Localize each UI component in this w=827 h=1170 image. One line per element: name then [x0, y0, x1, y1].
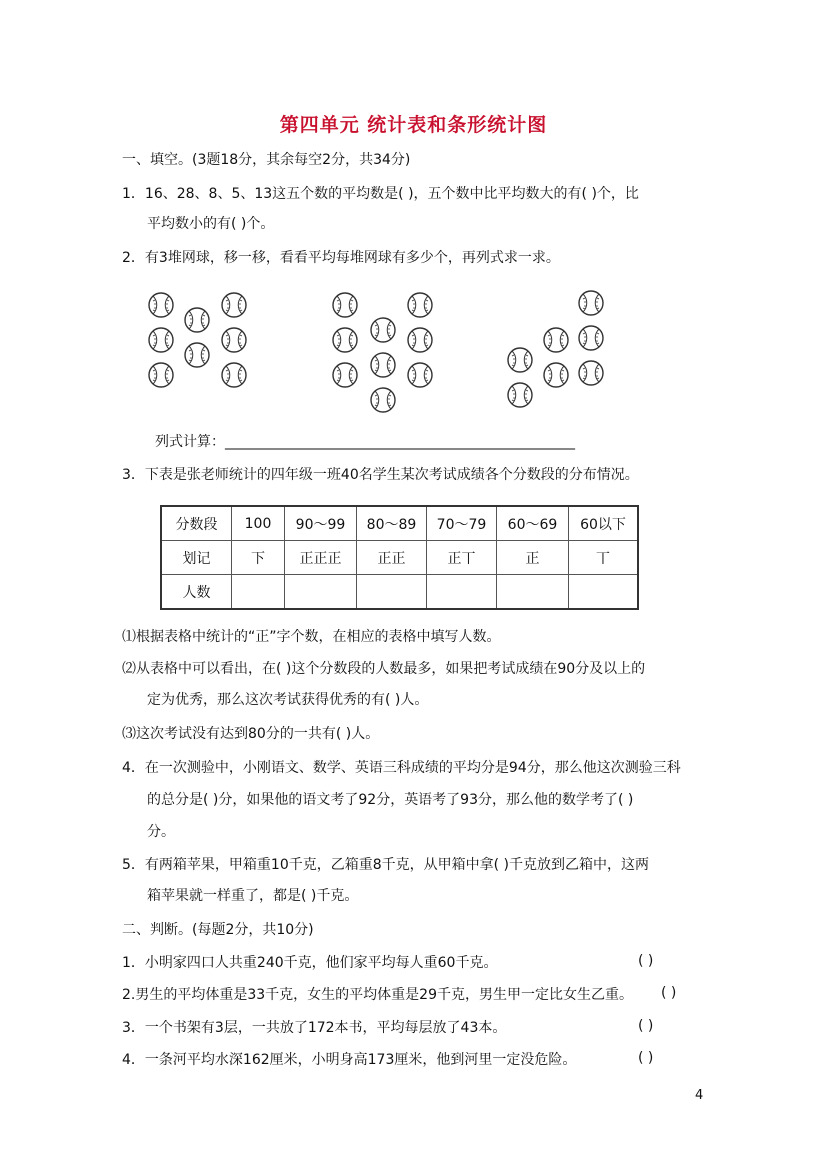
table-cell: 90～99	[285, 506, 357, 541]
tally-cell: 正正正	[285, 541, 357, 575]
question-5-line2: 箱苹果就一样重了，都是( )千克。	[147, 888, 359, 904]
question-2-formula: 列式计算：__________________________________________________	[155, 434, 575, 450]
table-cell: 100	[232, 506, 285, 541]
judge-item-2: 2.男生的平均体重是33千克，女生的平均体重是29千克，男生甲一定比女生乙重。	[122, 987, 633, 1003]
question-4-line1: 4．在一次测验中，小刚语文、数学、英语三科成绩的平均分是94分，那么他这次测验三科	[122, 760, 681, 776]
judge-answer-paren-4[interactable]: ( )	[638, 1050, 654, 1066]
table-cell: 60～69	[497, 506, 569, 541]
tennis-balls-illustration	[0, 0, 827, 430]
count-answer-cell[interactable]	[569, 575, 639, 610]
table-header-row	[161, 506, 638, 541]
question-5-line1: 5．有两箱苹果，甲箱重10千克，乙箱重8千克，从甲箱中拿( )千克放到乙箱中，这两	[122, 857, 650, 873]
question-1-line2: 平均数小的有( )个。	[147, 216, 275, 232]
question-3-part1: ⑴根据表格中统计的“正”字个数，在相应的表格中填写人数。	[122, 629, 501, 645]
question-4-line2: 的总分是( )分，如果他的语文考了92分，英语考了93分，那么他的数学考了( )	[147, 792, 634, 808]
section2-heading: 二、判断。(每题2分，共10分)	[122, 922, 314, 938]
question-3: 3．下表是张老师统计的四年级一班40名学生某次考试成绩各个分数段的分布情况。	[122, 467, 639, 483]
judge-item-4: 4．一条河平均水深162厘米，小明身高173厘米，他到河里一定没危险。	[122, 1052, 577, 1068]
table-cell: 人数	[161, 575, 232, 610]
table-row-count	[161, 575, 638, 610]
tennis-pile-3	[508, 291, 603, 407]
judge-answer-paren-1[interactable]: ( )	[638, 953, 654, 969]
count-answer-cell[interactable]	[497, 575, 569, 610]
tennis-pile-2	[333, 293, 432, 412]
table-cell: 划记	[161, 541, 232, 575]
judge-item-3: 3．一个书架有3层，一共放了172本书，平均每层放了43本。	[122, 1020, 507, 1036]
count-answer-cell[interactable]	[285, 575, 357, 610]
page-title: 第四单元 统计表和条形统计图	[279, 114, 548, 136]
question-3-part2-line2: 定为优秀，那么这次考试获得优秀的有( )人。	[147, 692, 429, 708]
judge-answer-paren-2[interactable]: ( )	[661, 985, 677, 1001]
tally-cell: 正正	[357, 541, 427, 575]
tally-cell: 丅	[569, 541, 639, 575]
table-cell: 分数段	[161, 506, 232, 541]
question-1-line1: 1．16、28、8、5、13这五个数的平均数是( )，五个数中比平均数大的有( )个，比	[122, 186, 639, 202]
tally-cell: 正丅	[427, 541, 497, 575]
score-table	[160, 505, 639, 610]
judge-item-1: 1．小明家四口人共重240千克，他们家平均每人重60千克。	[122, 955, 498, 971]
page-number: 4	[695, 1088, 704, 1103]
table-cell: 70～79	[427, 506, 497, 541]
tally-cell: 正	[497, 541, 569, 575]
question-4-line3: 分。	[147, 824, 175, 840]
judge-answer-paren-3[interactable]: ( )	[638, 1018, 654, 1034]
tally-cell: 下	[232, 541, 285, 575]
tennis-pile-1	[149, 293, 246, 387]
question-2: 2．有3堆网球，移一移，看看平均每堆网球有多少个，再列式求一求。	[122, 250, 560, 266]
section1-heading: 一、填空。(3题18分，其余每空2分，共34分)	[122, 152, 411, 168]
question-3-part2-line1: ⑵从表格中可以看出，在( )这个分数段的人数最多，如果把考试成绩在90分及以上的	[122, 661, 646, 677]
count-answer-cell[interactable]	[427, 575, 497, 610]
count-answer-cell[interactable]	[232, 575, 285, 610]
question-3-part3: ⑶这次考试没有达到80分的一共有( )人。	[122, 726, 380, 742]
table-cell: 80～89	[357, 506, 427, 541]
table-row-tally	[161, 541, 638, 575]
table-cell: 60以下	[569, 506, 639, 541]
count-answer-cell[interactable]	[357, 575, 427, 610]
